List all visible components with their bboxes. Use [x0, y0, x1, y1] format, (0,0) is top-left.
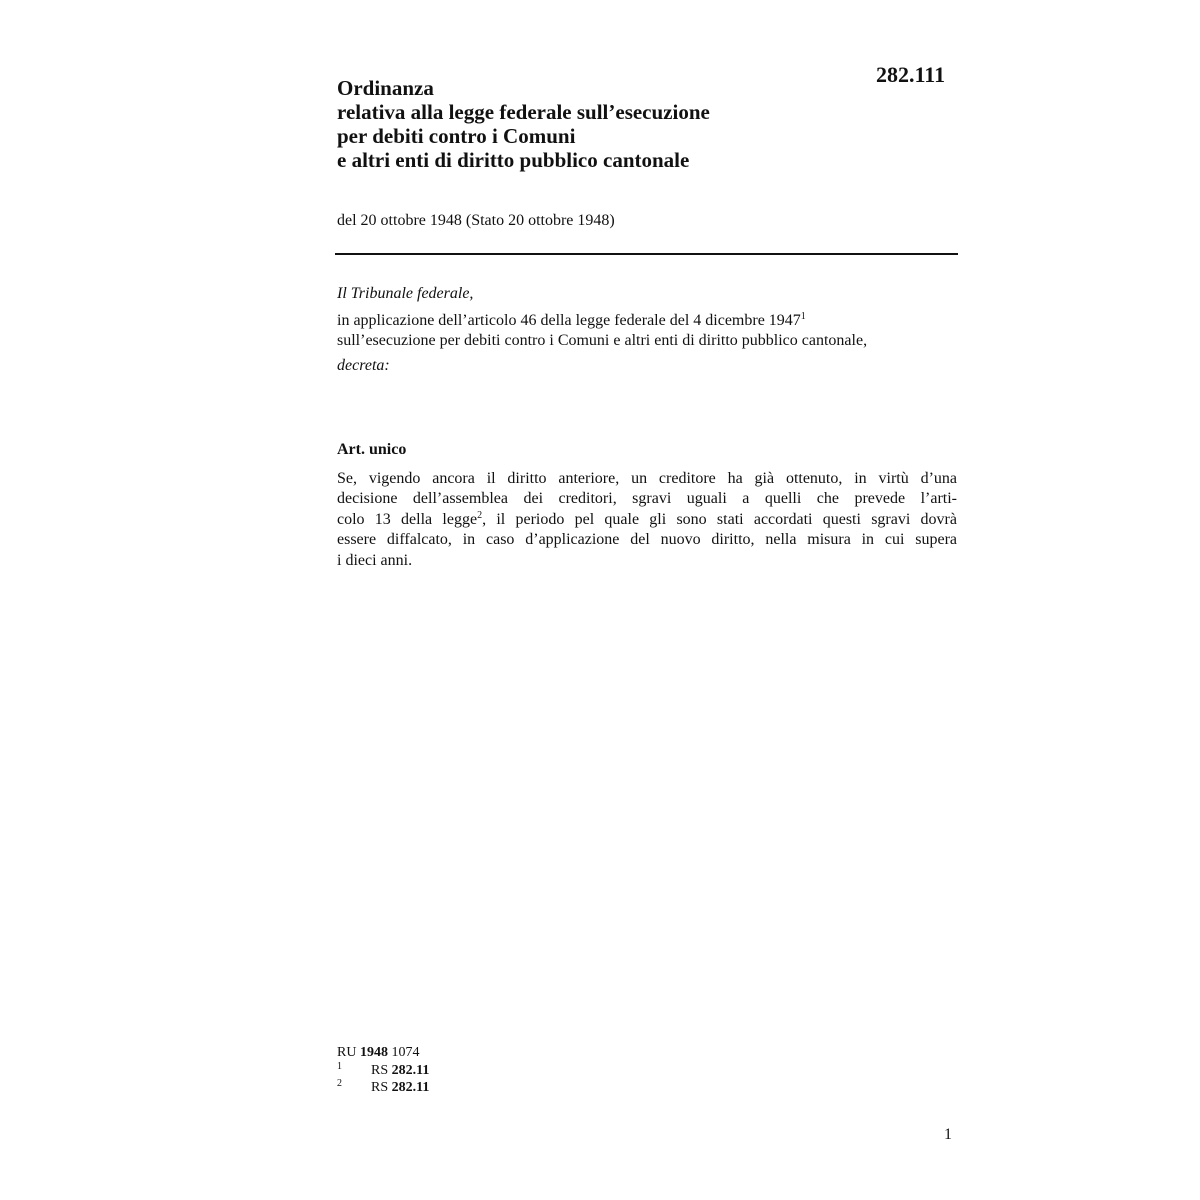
document-title	[337, 76, 937, 172]
divider	[335, 253, 958, 255]
ru-page: 1074	[391, 1045, 420, 1060]
footnote-text	[371, 1062, 429, 1079]
title-line: relativa alla legge federale sull’esecuzione	[337, 100, 710, 124]
footnote-ref-number: 282.11	[391, 1080, 430, 1095]
decree-word: decreta:	[337, 357, 390, 374]
footnote-ref[interactable]: 1	[800, 311, 806, 322]
preamble	[337, 311, 962, 351]
document-date: del 20 ottobre 1948 (Stato 20 ottobre 1948)	[337, 212, 615, 229]
article-line: essere diffalcato, in caso d’applicazione del nuovo diritto, nella misura in cui supera	[337, 531, 957, 549]
preamble-line	[337, 311, 962, 331]
authority: Il Tribunale federale,	[337, 285, 474, 302]
sr-number: 282.111	[876, 62, 946, 87]
footer	[337, 1044, 429, 1096]
article-body	[337, 469, 957, 571]
footnote-ref-number: 282.11	[391, 1063, 430, 1078]
ru-year: 1948	[359, 1045, 388, 1060]
article-line: Se, vigendo ancora il diritto anteriore, un creditore ha già ottenuto, in virtù d’una	[337, 470, 957, 487]
footnote-prefix: RS	[371, 1080, 389, 1095]
footnote-text	[371, 1079, 429, 1096]
title-line: per debiti contro i Comuni	[337, 124, 576, 148]
article-line: i dieci anni.	[337, 551, 413, 569]
footnote-ref[interactable]: 2	[477, 509, 483, 521]
article-text: colo 13 della legge	[337, 510, 478, 528]
article-line	[337, 510, 957, 530]
article-text: , il periodo pel quale gli sono stati accordati questi sgravi dovrà	[482, 510, 957, 528]
article-title: Art. unico	[337, 441, 407, 458]
footnote	[337, 1079, 429, 1096]
page-number: 1	[944, 1126, 952, 1143]
preamble-line: sull’esecuzione per debiti contro i Comuni e altri enti di diritto pubblico cantonale,	[337, 332, 868, 349]
preamble-text: in applicazione dell’articolo 46 della legge federale del 4 dicembre 1947	[337, 312, 801, 329]
footnote-number: 1	[337, 1061, 342, 1072]
title-line: e altri enti di diritto pubblico cantonale	[337, 148, 690, 172]
title-line: Ordinanza	[337, 76, 434, 100]
footnote-number: 2	[337, 1078, 342, 1089]
article-line: decisione dell’assemblea dei creditori, sgravi uguali a quelli che prevede l’arti-	[337, 490, 957, 508]
ru-prefix: RU	[337, 1045, 357, 1060]
footnote-prefix: RS	[371, 1063, 389, 1078]
